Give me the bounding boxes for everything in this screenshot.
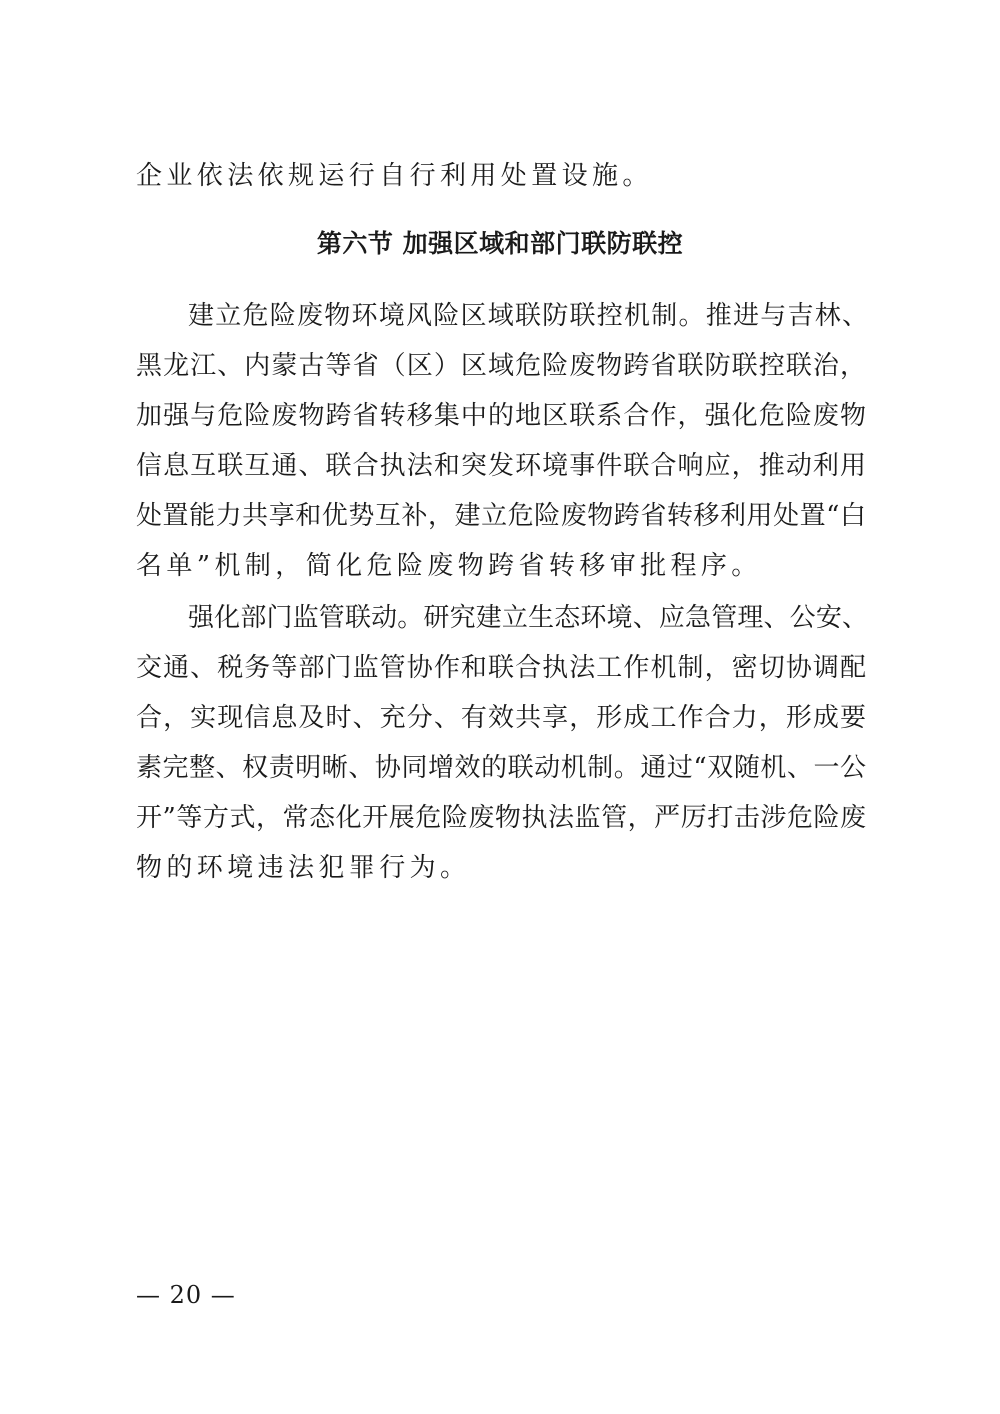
text-line: 信息互联互通、联合执法和突发环境事件联合响应，推动利用 [136,451,866,481]
section-heading: 第六节 加强区域和部门联防联控 [316,229,684,258]
text-line: 物的环境违法犯罪行为。 [136,853,471,883]
text-line: 建立危险废物环境风险区域联防联控机制。推进与吉林、 [188,301,868,331]
page-number: — 20 — [136,1281,236,1309]
text-line: 加强与危险废物跨省转移集中的地区联系合作，强化危险废物 [136,401,866,431]
text-line: 交通、税务等部门监管协作和联合执法工作机制，密切协调配 [136,653,866,683]
text-line: 黑龙江、内蒙古等省（区）区域危险废物跨省联防联控联治， [136,351,866,381]
text-line: 名单”机制，简化危险废物跨省转移审批程序。 [136,551,762,581]
text-line: 素完整、权责明晰、协同增效的联动机制。通过“双随机、一公 [136,753,866,783]
text-line: 开”等方式，常态化开展危险废物执法监管，严厉打击涉危险废 [136,803,866,833]
text-line: 合，实现信息及时、充分、有效共享，形成工作合力，形成要 [136,703,866,733]
text-line: 企业依法依规运行自行利用处置设施。 [136,161,653,191]
text-line: 处置能力共享和优势互补，建立危险废物跨省转移利用处置“白 [136,501,866,531]
text-line: 强化部门监管联动。研究建立生态环境、应急管理、公安、 [188,603,868,633]
